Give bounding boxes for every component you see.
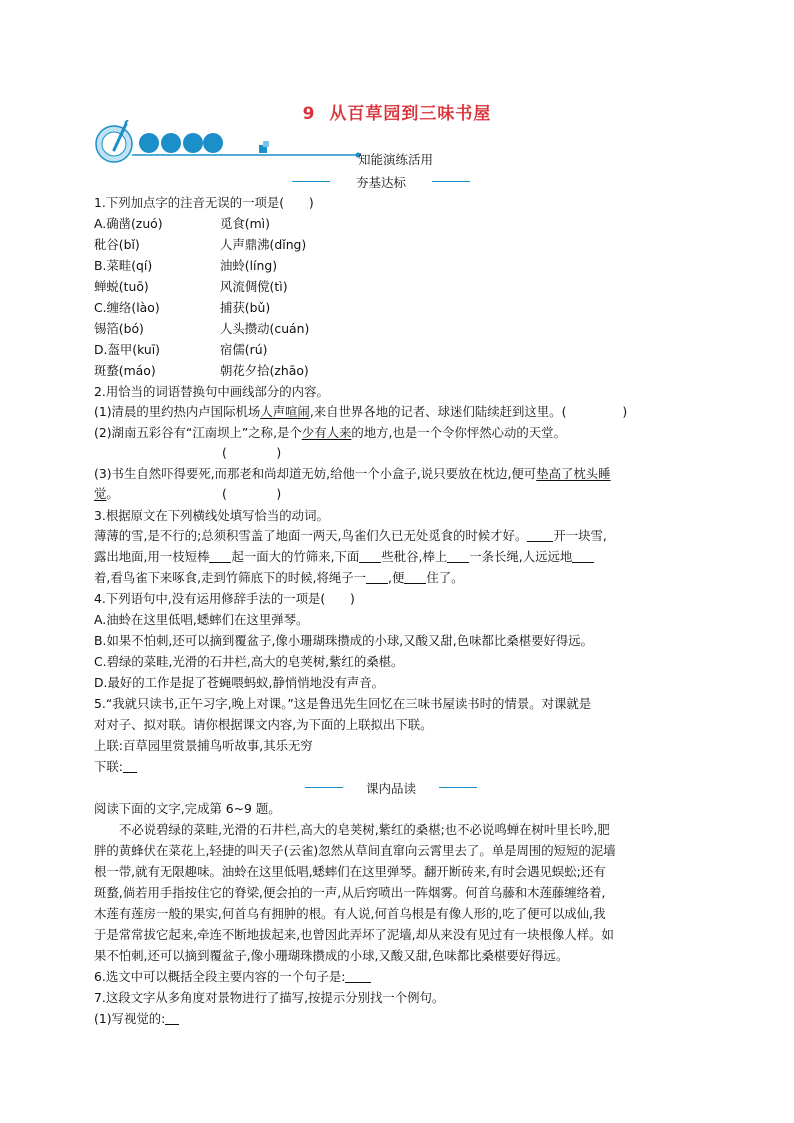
answer-blank[interactable] [572,550,594,563]
q1-option: C.缠络(lào) [94,300,160,315]
lesson-number: 9 [302,104,316,124]
reading-intro: 阅读下面的文字,完成第 6~9 题。 [94,801,281,816]
q4-option-a: A.油蛉在这里低唱,蟋蟀们在这里弹琴。 [94,612,309,627]
q2-item-2: (2)湖南五彩谷有“江南坝上”之称,是个少有人来的地方,也是一个令你怦然心动的天堂。 [94,425,566,440]
answer-blank[interactable] [123,760,137,773]
q3-line-3: 着,看鸟雀下来啄食,走到竹筛底下的时候,将绳子一 ,便 住了。 [94,570,464,585]
q4-stem: 4.下列语句中,没有运用修辞手法的一项是( ) [94,591,355,606]
q4-option-b: B.如果不怕刺,还可以摘到覆盆子,像小珊瑚珠攒成的小球,又酸又甜,色味都比桑椹要好得远。 [94,633,594,648]
answer-blank[interactable] [209,550,231,563]
q3-stem: 3.根据原文在下列横线处填写恰当的动词。 [94,508,329,523]
reading-paragraph-line: 木莲有莲房一般的果实,何首乌有拥肿的根。有人说,何首乌根是有像人形的,吃了便可以成仙,我 [94,906,606,921]
reading-paragraph-line: 于是常常拔它起来,牵连不断地拔起来,也曾因此弄坏了泥墙,却从来没有见过有一块根像人样。如 [94,927,614,942]
answer-blank[interactable] [447,550,469,563]
q2-item-3: (3)书生自然吓得要死,而那老和尚却道无妨,给他一个小盒子,说只要放在枕边,便可垫高了枕头睡 [94,466,611,481]
q7-item-1: (1)写视觉的: [94,1010,179,1027]
q4-option-c: C.碧绿的菜畦,光滑的石井栏,高大的皂荚树,紫红的桑椹。 [94,654,404,669]
answer-blank[interactable] [366,571,388,584]
subsection-heading-2: 课内品读 [343,779,439,797]
q1-option: 捕获(bǔ) [220,300,271,315]
q1-option: 宿儒(rú) [220,342,268,357]
underlined-phrase: 少有人来 [301,425,352,440]
q1-option: 风流倜傥(tì) [220,279,288,294]
q1-option: 锡箔(bó) [94,321,144,336]
q2-answer-paren[interactable]: ( ) [222,445,282,460]
q1-stem: 1.下列加点字的注音无误的一项是( ) [94,195,314,210]
answer-blank[interactable] [404,571,426,584]
q5-line-2: 对对子、拟对联。请你根据课文内容,为下面的上联拟出下联。 [94,717,433,732]
q3-line-2: 露出地面,用一枝短棒 起一面大的竹筛来,下面 些秕谷,棒上 一条长绳,人远远地 [94,548,594,565]
answer-blank[interactable] [359,550,381,563]
underlined-phrase: 人声喧闹 [260,404,310,419]
reading-paragraph-line: 根一带,就有无限趣味。油蛉在这里低唱,蟋蟀们在这里弹琴。翻开断砖来,有时会遇见蜈蚣;还有 [94,864,606,879]
q5-upper-couplet: 上联:百草园里赏景捕鸟听故事,其乐无穷 [94,738,313,753]
q6: 6.选文中可以概括全段主要内容的一个句子是: [94,968,371,985]
q1-option: 秕谷(bǐ) [94,237,140,252]
section-heading: 知能演练活用 [358,152,434,167]
answer-blank[interactable] [345,970,371,983]
subsection-heading-1: 夯基达标 [330,173,432,191]
q2-stem: 2.用恰当的词语替换句中画线部分的内容。 [94,384,329,399]
q5-line-1: 5.“我就只读书,正午习字,晚上对课。”这是鲁迅先生回忆在三味书屋读书时的情景。对课就是 [94,696,592,711]
q1-option: 人头攒动(cuán) [220,321,310,336]
answer-blank[interactable] [165,1012,179,1025]
q2-answer-paren[interactable]: ( ) [222,486,282,501]
q3-line-1: 薄薄的雪,是不行的;总须积雪盖了地面一两天,鸟雀们久已无处觅食的时候才好。 开一块雪, [94,528,607,543]
q1-option: 人声鼎沸(dǐng) [220,237,307,252]
q1-option: 朝花夕拾(zhāo) [220,363,309,378]
q7-stem: 7.这段文字从多角度对景物进行了描写,按提示分别找一个例句。 [94,990,445,1005]
q1-option: 蝉蜕(tuō) [94,279,149,294]
lesson-title: 从百草园到三味书屋 [329,104,492,124]
reading-paragraph-line: 不必说碧绿的菜畦,光滑的石井栏,高大的皂荚树,紫红的桑椹;也不必说鸣蝉在树叶里长吟,肥 [119,822,610,837]
q2-item-1: (1)清晨的里约热内卢国际机场人声喧闹,来自世界各地的记者、球迷们陆续赶到这里。( ) [94,404,628,419]
q1-option: B.菜畦(qí) [94,258,153,273]
q2-item-3-cont: 觉。 [94,486,119,501]
underlined-phrase: 垫高了枕头睡 [536,466,611,481]
q1-option: A.确凿(zuó) [94,216,163,231]
reading-paragraph-line: 斑蝥,倘若用手指按住它的脊梁,便会拍的一声,从后窍喷出一阵烟雾。何首乌藤和木莲藤缠络着, [94,885,606,900]
q4-option-d: D.最好的工作是捉了苍蝇喂蚂蚁,静悄悄地没有声音。 [94,675,385,690]
reading-paragraph-line: 胖的黄蜂伏在菜花上,轻捷的叫天子(云雀)忽然从草间直窜向云霄里去了。单是周围的短短的泥墙 [94,843,616,858]
reading-paragraph-line: 果不怕刺,还可以摘到覆盆子,像小珊瑚珠攒成的小球,又酸又甜,色味都比桑椹要好得远。 [94,948,569,963]
answer-blank[interactable] [527,529,553,542]
q1-option: 油蛉(líng) [220,258,278,273]
q5-lower-couplet: 下联: [94,758,137,775]
q1-option: 觅食(mì) [220,216,270,231]
q1-option: 斑蝥(máo) [94,363,156,378]
q1-option: D.盔甲(kuī) [94,342,161,357]
